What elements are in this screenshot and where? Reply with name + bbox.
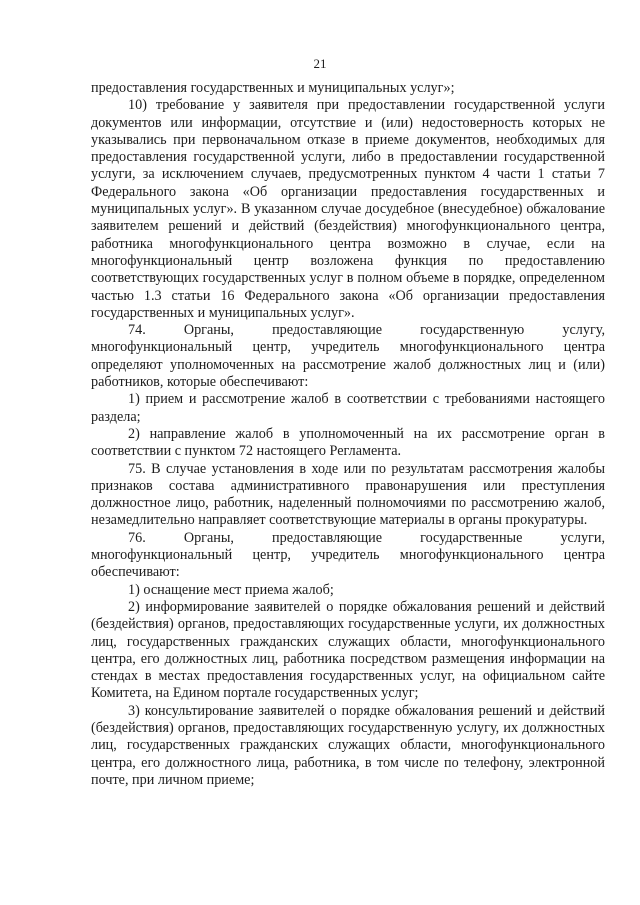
paragraph: 76. Органы, предоставляющие государственные услуги, многофункциональный центр, учредитель многофункционального центра обеспечивают: [91,529,605,581]
paragraph: 1) прием и рассмотрение жалоб в соответствии с требованиями настоящего раздела; [91,391,605,425]
paragraph: 2) направление жалоб в уполномоченный на их рассмотрение орган в соответствии с пунктом 72 настоящего Регламента. [91,425,605,460]
paragraph: 74. Органы, предоставляющие государственную услугу, многофункциональный центр, учредитель многофункционального центра определяют уполномоченных на рассмотрение жалоб должностных лиц и (или) работников, которые обеспечивают: [91,322,605,391]
paragraph: 2) информирование заявителей о порядке обжалования решений и действий (бездействия) органов, предоставляющих государственные услуги, их должностных лиц, государственных гражданских служащих области, многофункционального центра, его должностных лиц, работника посредством размещения информации на стендах в местах предоставления государственных услуг, на официальном сайте Комитета, на Едином портале государственных услуг; [91,598,605,702]
document-body [91,80,605,789]
paragraph: 75. В случае установления в ходе или по результатам рассмотрения жалобы признаков состава административного правонарушения или преступления должностное лицо, работник, наделенный полномочиями по рассмотрению жалоб, незамедлительно направляет соответствующие материалы в органы прокуратуры. [91,460,605,529]
paragraph: 1) оснащение мест приема жалоб; [128,581,334,598]
paragraph: 10) требование у заявителя при предоставлении государственной услуги документов или информации, отсутствие и (или) недостоверность которых не указывались при первоначальном отказе в приеме документов, необходимых для предоставления государственной услуги, либо в предоставлении государственной услуги, за исключением случаев, предусмотренных пунктом 4 части 1 статьи 7 Федерального закона «Об организации предоставления государственных и муниципальных услуг». В указанном случае досудебное (внесудебное) обжалование заявителем решений и действий (бездействия) многофункционального центра, работника многофункционального центра возможно в случае, если на многофункциональный центр возложена функция по предоставлению соответствующих государственных услуг в полном объеме в порядке, определенном частью 1.3 статьи 16 Федерального закона «Об организации предоставления государственных и муниципальных услуг». [91,97,605,321]
paragraph: 3) консультирование заявителей о порядке обжалования решений и действий (бездействия) органов, предоставляющих государственную услугу, их должностных лиц, государственных гражданских служащих области, многофункционального центра, его должностного лица, работника, в том числе по телефону, электронной почте, при личном приеме; [91,702,605,788]
paragraph: предоставления государственных и муниципальных услуг»; [91,80,455,96]
page-number: 21 [313,56,327,71]
